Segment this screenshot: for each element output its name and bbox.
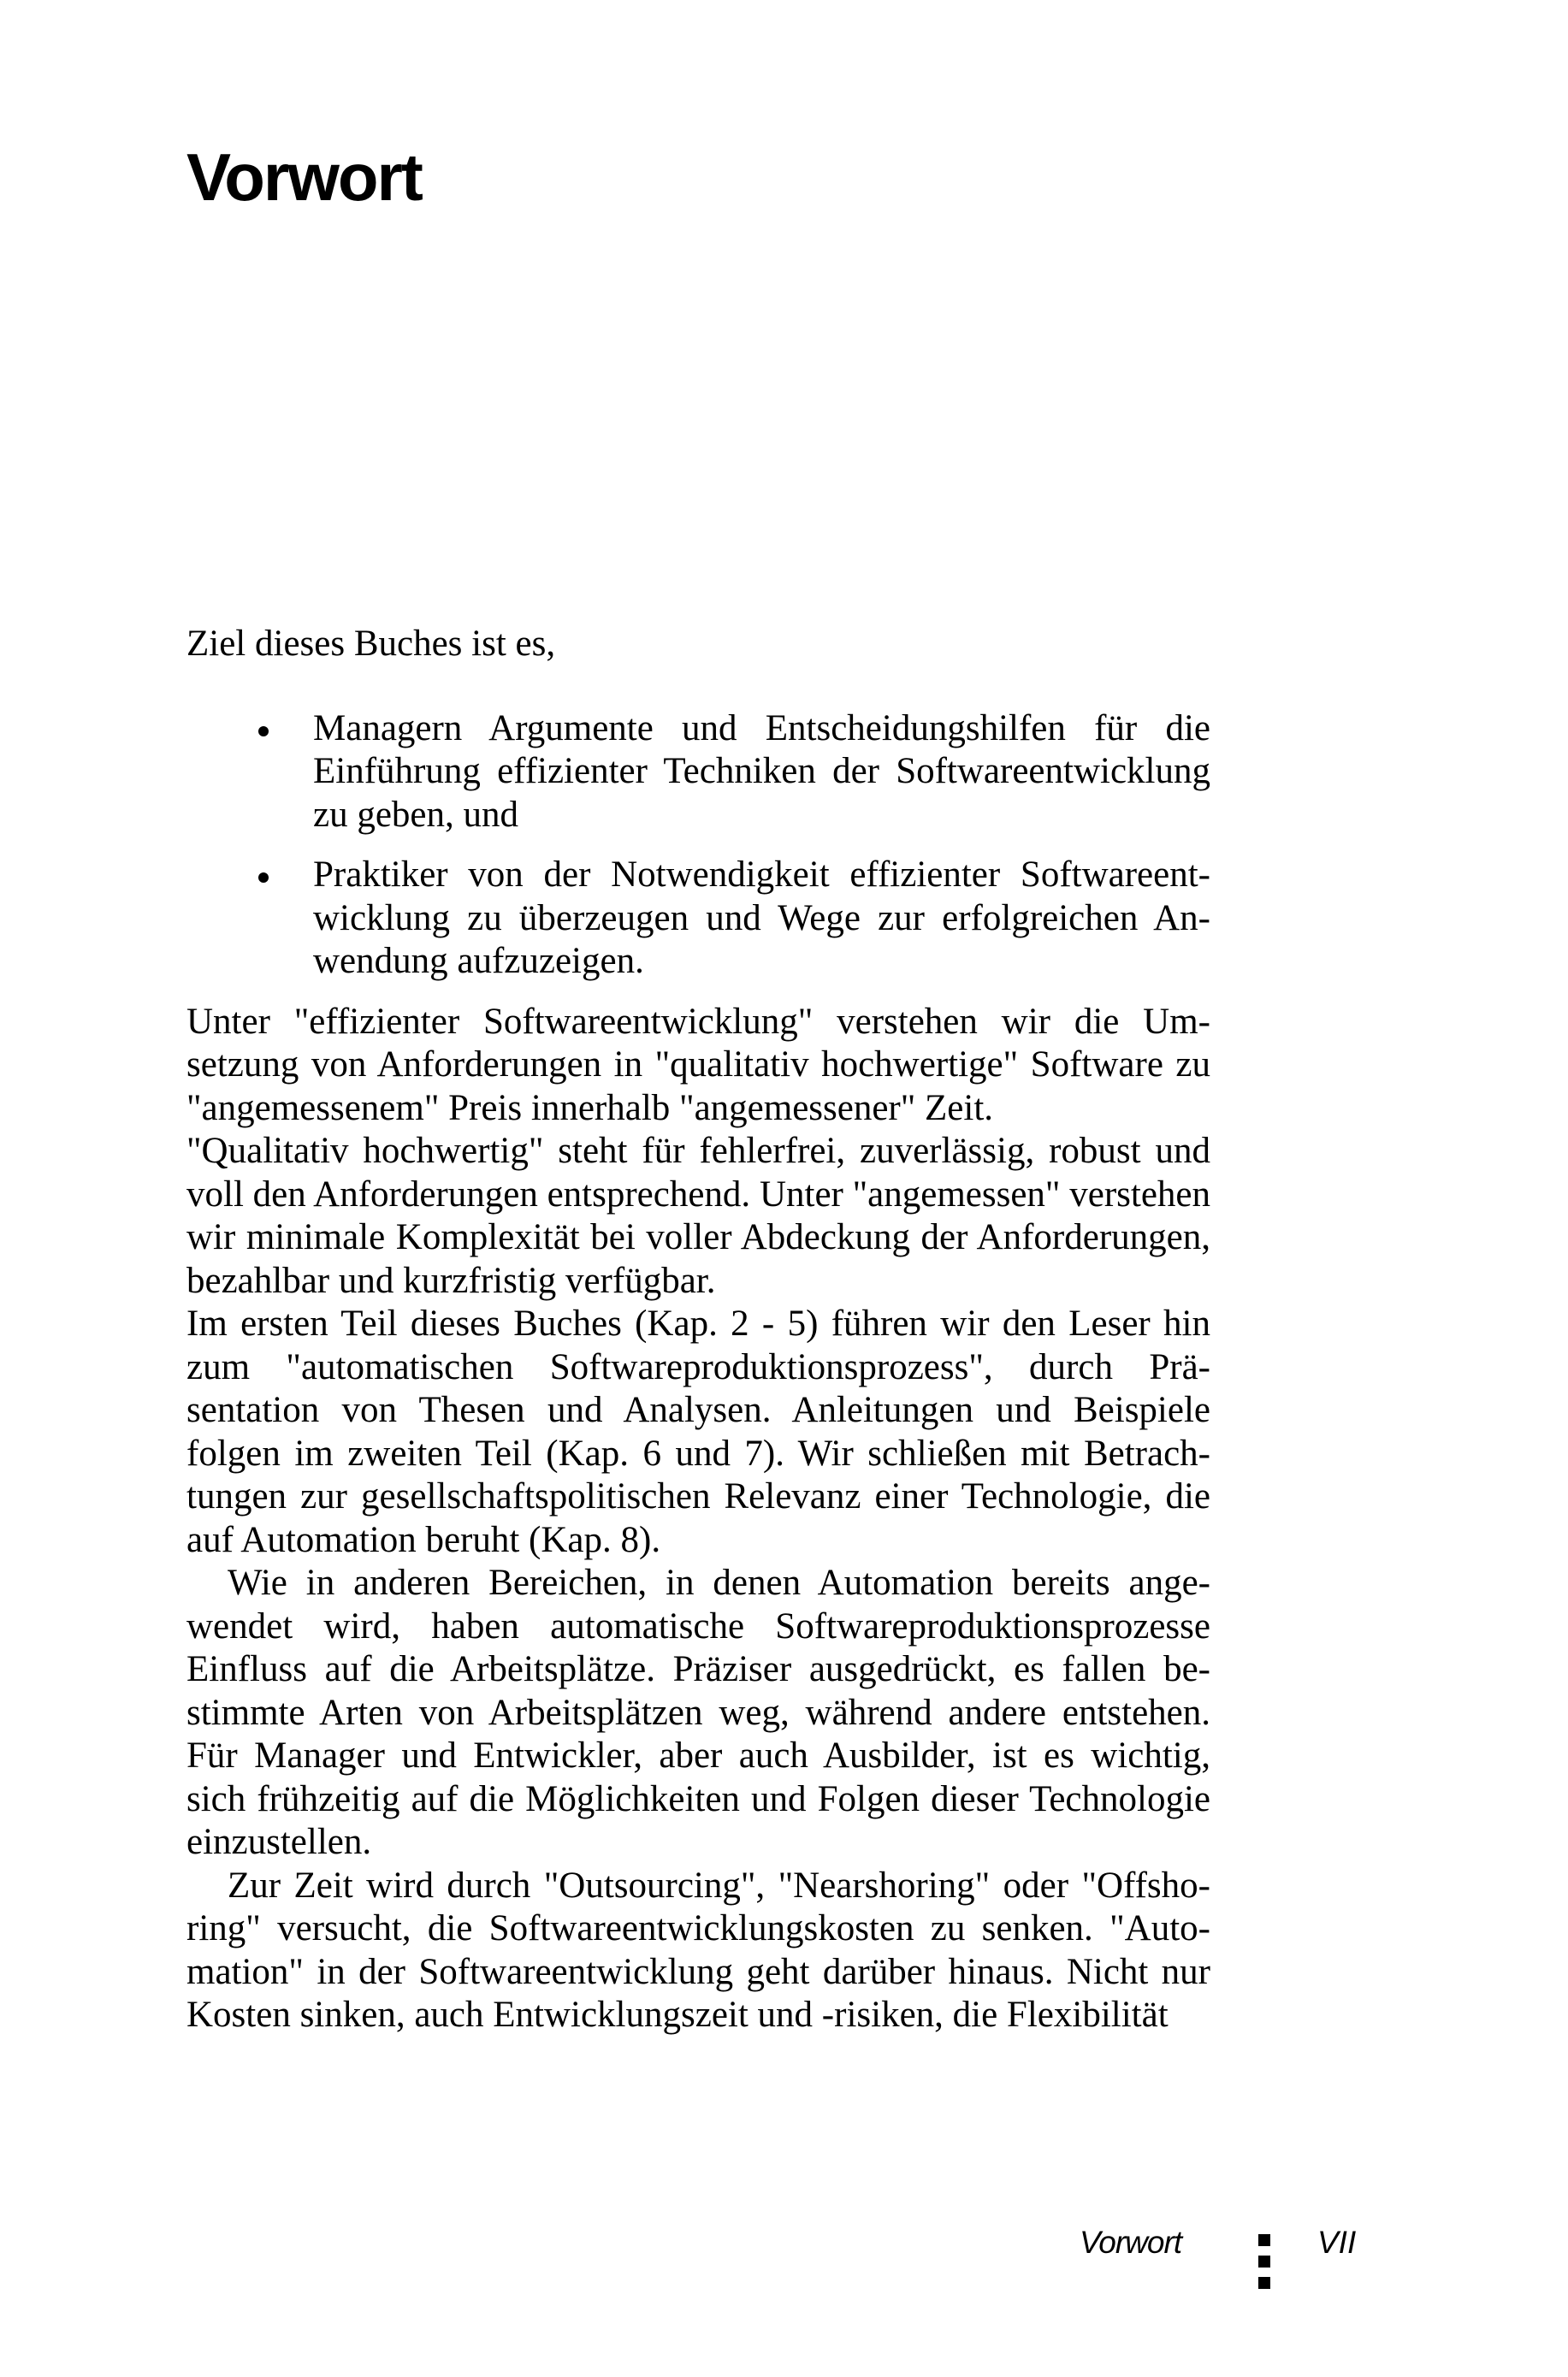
- body-paragraph: Im ersten Teil dieses Buches (Kap. 2 - 5) führen wir den Leser hin zum "automatischen Softwareproduktionsprozess", durch Präsentation von Thesen und Analysen. Anleitungen und Beispiele folgen im zweiten Teil (Kap. 6 und 7). Wir schließen mit Betrachtungen zur gesellschaftspolitischen Relevanz einer Technologie, die auf Automation beruht (Kap. 8).: [186, 1304, 1210, 1560]
- goal-item: [186, 854, 1210, 984]
- intro-paragraph: Ziel dieses Buches ist es,: [186, 624, 556, 664]
- body-paragraph: Zur Zeit wird durch "Outsourcing", "Nearshoring" oder "Offshoring" versucht, die Softwareentwicklungskosten zu senken. "Automation" in der Softwareentwicklung geht darüber hinaus. Nicht nur Kosten sinken, auch Entwicklungszeit und -risiken, die Flexibilität: [186, 1865, 1210, 2035]
- bullet-icon: [258, 726, 269, 736]
- square-marker-icon: [1258, 2234, 1270, 2246]
- body-paragraph: "Qualitativ hochwertig" steht für fehlerfrei, zuverlässig, robust und voll den Anforderungen entsprechend. Unter "angemessen" verstehen wir minimale Komplexität bei voller Abdeckung der Anforderungen, bezahlbar und kurzfristig verfügbar.: [186, 1131, 1210, 1301]
- goal-text: Managern Argumente und Entscheidungshilfen für die Einführung effizienter Techniken der Softwareentwicklung zu geben, und: [313, 707, 1210, 835]
- running-footer-label: Vorwort: [1080, 2225, 1182, 2260]
- goal-list: [186, 707, 1210, 984]
- square-marker-icon: [1258, 2277, 1270, 2289]
- body-paragraph: Wie in anderen Bereichen, in denen Automation bereits angewendet wird, haben automatische Softwareproduktionsprozesse Einfluss auf die Arbeitsplätze. Präziser ausgedrückt, es fallen bestimmte Arten von Arbeitsplätzen weg, während andere entstehen. Für Manager und Entwickler, aber auch Ausbilder, ist es wichtig, sich frühzeitig auf die Möglichkeiten und Folgen dieser Technologie einzustellen.: [186, 1563, 1210, 1862]
- page-title: Vorwort: [186, 139, 422, 215]
- square-marker-icon: [1258, 2256, 1270, 2268]
- body-paragraph: Unter "effizienter Softwareentwicklung" verstehen wir die Umsetzung von Anforderungen in "qualitativ hochwertige" Software zu "angemessenem" Preis innerhalb "angemessener" Zeit.: [186, 1001, 1210, 1128]
- body-text: [186, 623, 1210, 2037]
- bullet-icon: [258, 872, 269, 883]
- page-number: VII: [1317, 2225, 1357, 2260]
- goal-text: Praktiker von der Notwendigkeit effizienter Softwareentwicklung zu überzeugen und Wege zur erfolgreichen Anwendung aufzuzeigen.: [313, 854, 1210, 981]
- goal-item: [186, 707, 1210, 837]
